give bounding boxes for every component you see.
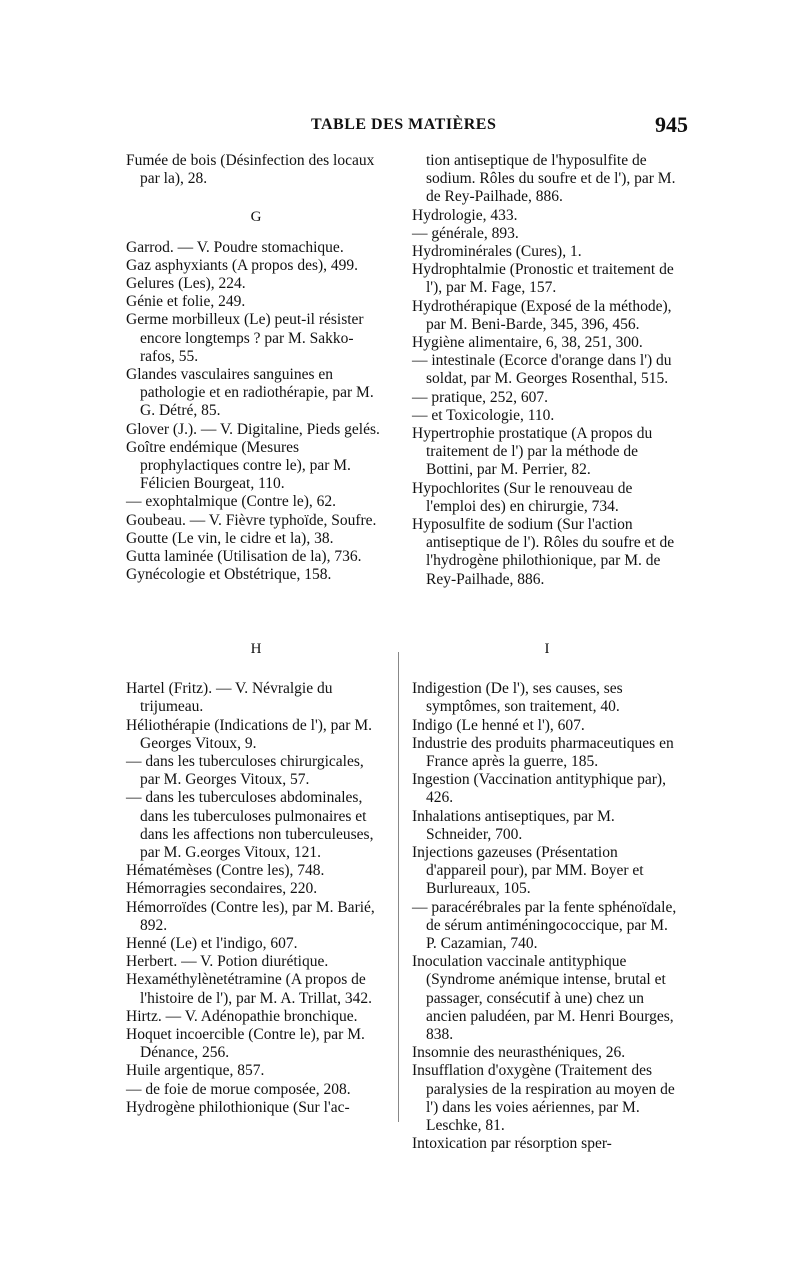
- index-entry: Glandes vasculaires sanguines en pathologie et en radiothérapie, par M. G. Détré, 85.: [126, 366, 374, 420]
- index-entry: — dans les tuberculoses abdominales, dans les tuberculoses pulmonaires et dans les affections non tuberculeuses, par M. G.eorges Vitoux, 121.: [126, 789, 374, 862]
- index-entry: — générale, 893.: [412, 224, 519, 242]
- section-letter-i: I: [544, 641, 550, 657]
- index-entry: Hydrophtalmie (Pronostic et traitement de l'), par M. Fage, 157.: [412, 261, 674, 297]
- index-entry: Huile argentique, 857.: [126, 1062, 265, 1080]
- index-entry: Goître endémique (Mesures prophylactiques contre le), par M. Félicien Bourgeat, 110.: [126, 438, 351, 493]
- index-entry: Injections gazeuses (Présentation d'appareil pour), par MM. Boyer et Burlureaux, 105.: [412, 844, 644, 898]
- index-entry: Héliothérapie (Indications de l'), par M. Georges Vitoux, 9.: [126, 716, 372, 752]
- index-entry: Goutte (Le vin, le cidre et la), 38.: [126, 529, 334, 547]
- column-bottom-right: [412, 640, 682, 1153]
- column-bottom-left: [126, 640, 386, 1117]
- running-header: [118, 112, 688, 138]
- index-entry: Germe morbilleux (Le) peut-il résister encore longtemps ? par M. Sakko-rafos, 55.: [126, 311, 364, 365]
- index-entry: Ingestion (Vaccination antityphique par), 426.: [412, 771, 666, 807]
- index-entry: Gynécologie et Obstétrique, 158.: [126, 566, 332, 584]
- column-top-left: [126, 152, 386, 584]
- index-entry: Gaz asphyxiants (A propos des), 499.: [126, 256, 359, 274]
- index-entry: Hypochlorites (Sur le renouveau de l'emploi des) en chirurgie, 734.: [412, 479, 633, 515]
- index-entry: Gutta laminée (Utilisation de la), 736.: [126, 548, 362, 566]
- index-entry: Glover (J.). — V. Digitaline, Pieds gelés.: [126, 420, 380, 438]
- index-entry: — paracérébrales par la fente sphénoïdale, de sérum antiméningococcique, par M. P. Cazamian, 740.: [412, 898, 677, 953]
- page-number: 945: [655, 112, 688, 137]
- running-title: TABLE DES MATIÈRES: [311, 116, 497, 133]
- index-entry: — exophtalmique (Contre le), 62.: [126, 493, 337, 511]
- index-entry: Insufflation d'oxygène (Traitement des paralysies de la respiration au moyen de l') dans les voies aériennes, par M. Leschke, 81.: [412, 1062, 675, 1135]
- index-entry: — et Toxicologie, 110.: [412, 406, 555, 424]
- column-divider: [398, 652, 399, 1122]
- index-entry: — dans les tuberculoses chirurgicales, par M. Georges Vitoux, 57.: [126, 753, 364, 789]
- index-entry: — pratique, 252, 607.: [412, 388, 549, 406]
- index-entry: Hydrothérapique (Exposé de la méthode), par M. Beni-Barde, 345, 396, 456.: [412, 297, 672, 333]
- index-entry: Hoquet incoercible (Contre le), par M. Dénance, 256.: [126, 1026, 365, 1062]
- index-entry: Gelures (Les), 224.: [126, 275, 246, 293]
- index-entry: Inoculation vaccinale antityphique (Syndrome anémique intense, brutal et passager, consécutif à une) chez un ancien paludéen, par M. Henri Bourges, 838.: [412, 953, 674, 1044]
- index-entry: Fumée de bois (Désinfection des locaux par la), 28.: [126, 152, 375, 188]
- section-letter-h: H: [250, 641, 262, 657]
- index-entry: Hyposulfite de sodium (Sur l'action antiseptique de l'). Rôles du soufre et de l'hydrogène philothionique, par M. de Rey-Pailhade, 886.: [412, 516, 675, 588]
- index-entry: — intestinale (Ecorce d'orange dans l') du soldat, par M. Georges Rosenthal, 515.: [412, 352, 672, 388]
- index-entry: Hartel (Fritz). — V. Névralgie du trijumeau.: [126, 680, 333, 716]
- index-entry: Hygiène alimentaire, 6, 38, 251, 300.: [412, 334, 643, 352]
- index-entry: Insomnie des neurasthéniques, 26.: [412, 1044, 626, 1062]
- index-entry: Henné (Le) et l'indigo, 607.: [126, 935, 298, 953]
- index-entry: Hexaméthylènetétramine (A propos de l'histoire de l'), par M. A. Trillat, 342.: [126, 971, 373, 1007]
- index-entry: Herbert. — V. Potion diurétique.: [126, 953, 329, 971]
- index-entry: Hirtz. — V. Adénopathie bronchique.: [126, 1007, 358, 1025]
- index-entry: Hémorroïdes (Contre les), par M. Barié, 892.: [126, 898, 375, 934]
- index-entry: Goubeau. — V. Fièvre typhoïde, Soufre.: [126, 511, 377, 529]
- index-entry: Garrod. — V. Poudre stomachique.: [126, 238, 344, 256]
- index-entry: Indigestion (De l'), ses causes, ses symptômes, son traitement, 40.: [412, 680, 623, 716]
- section-letter-g: G: [250, 209, 262, 226]
- index-entry: tion antiseptique de l'hyposulfite de sodium. Rôles du soufre et de l'), par M. de Rey-Pailhade, 886.: [426, 152, 676, 206]
- index-entry: Inhalations antiseptiques, par M. Schneider, 700.: [412, 807, 615, 843]
- index-entry: Génie et folie, 249.: [126, 293, 246, 311]
- index-entry: Intoxication par résorption sper-: [412, 1135, 612, 1153]
- index-entry: Hémorragies secondaires, 220.: [126, 880, 318, 898]
- index-entry: Hypertrophie prostatique (A propos du traitement de l') par la méthode de Bottini, par M. Perrier, 82.: [412, 425, 653, 479]
- index-entry: Indigo (Le henné et l'), 607.: [412, 716, 585, 734]
- index-entry: Hydrogène philothionique (Sur l'ac-: [126, 1098, 350, 1116]
- index-entry: Industrie des produits pharmaceutiques en France après la guerre, 185.: [412, 734, 674, 771]
- column-top-right: [412, 152, 682, 589]
- index-entry: Hématémèses (Contre les), 748.: [126, 862, 325, 880]
- index-entry: — de foie de morue composée, 208.: [126, 1080, 351, 1098]
- index-entry: Hydrologie, 433.: [412, 206, 518, 224]
- index-entry: Hydrominérales (Cures), 1.: [412, 243, 582, 261]
